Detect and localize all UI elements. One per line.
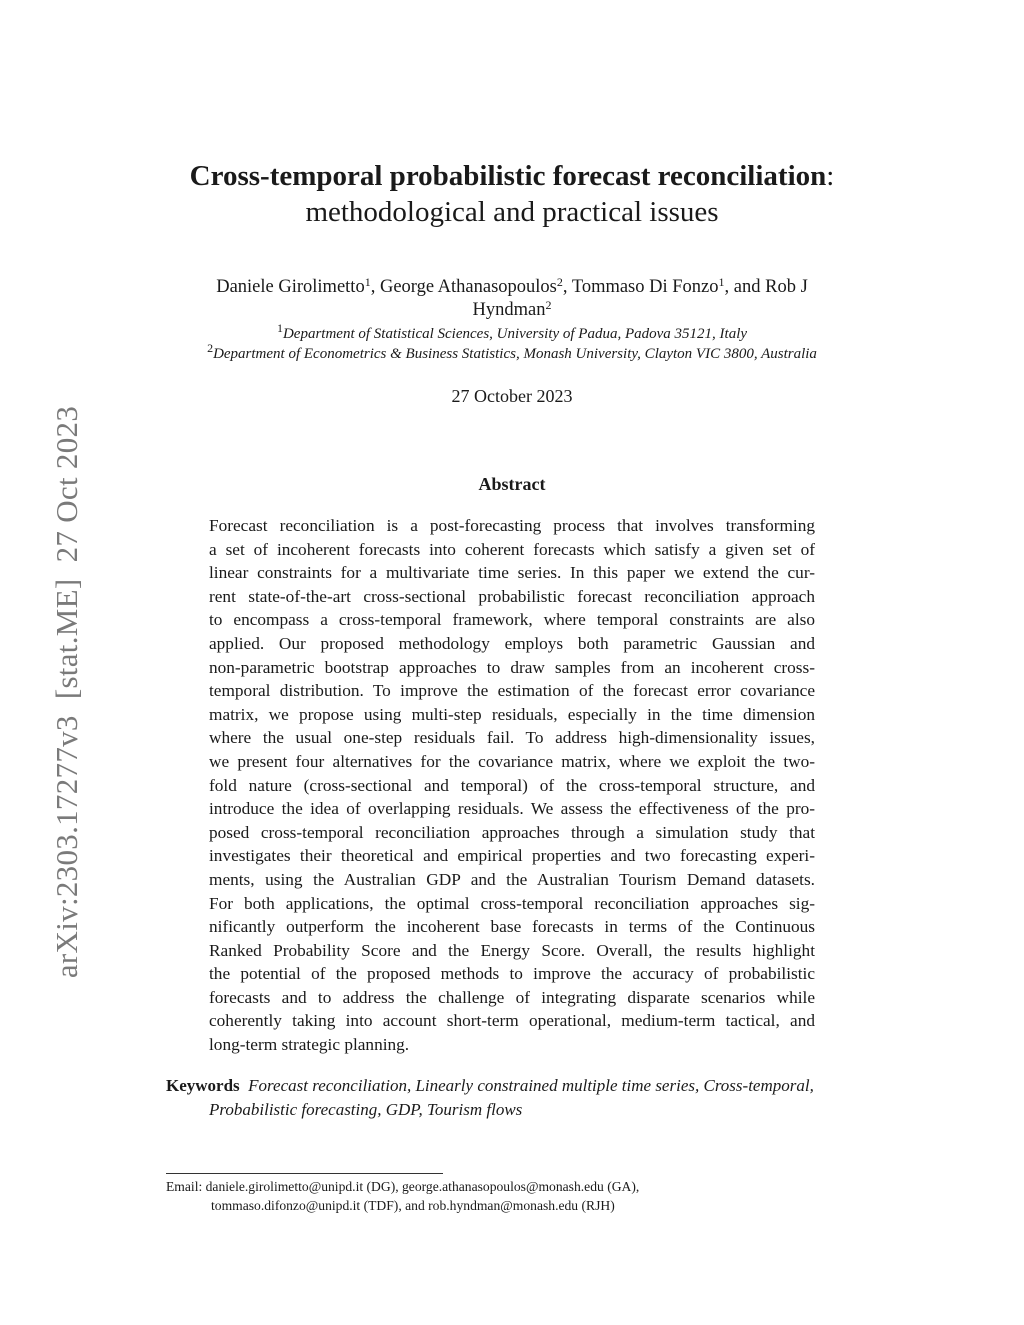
abstract-line: Ranked Probability Score and the Energy Score. Overall, the results highlight: [209, 940, 815, 960]
abstract-line: investigates their theoretical and empirical properties and two forecasting experi-: [209, 846, 815, 866]
email-footnote: [166, 1178, 866, 1215]
abstract-line: posed cross-temporal reconciliation approaches through a simulation study that: [209, 822, 815, 842]
title-subtitle: methodological and practical issues: [305, 196, 719, 228]
author-affiliation-mark: 1: [364, 275, 371, 289]
abstract-line: linear constraints for a multivariate time series. In this paper we extend the cur-: [209, 563, 815, 583]
footnote-line-1: Email: daniele.girolimetto@unipd.it (DG), george.athanasopoulos@monash.edu (GA),: [166, 1179, 640, 1194]
abstract-line: nificantly outperform the incoherent base forecasts in terms of the Continuous: [209, 917, 815, 937]
abstract-line: forecasts and to address the challenge of integrating disparate scenarios while: [209, 987, 815, 1007]
abstract-line: non-parametric bootstrap approaches to draw samples from an incoherent cross-: [209, 657, 815, 677]
abstract-heading: Abstract: [478, 474, 546, 494]
affiliation-text: Department of Statistical Sciences, University of Padua, Padova 35121, Italy: [282, 326, 748, 342]
abstract-line: long-term strategic planning.: [209, 1035, 410, 1055]
keywords-line-1: [166, 1074, 866, 1098]
abstract-line: the potential of the proposed methods to improve the accuracy of probabilistic: [209, 964, 815, 984]
author-line-2: [160, 299, 864, 322]
paper-title: [150, 158, 874, 230]
author-separator: ,: [370, 277, 380, 297]
keywords-section: [166, 1074, 866, 1121]
affiliation-text: Department of Econometrics & Business Statistics, Monash University, Clayton VIC 3800, Australia: [213, 346, 817, 362]
author-list: [160, 276, 864, 322]
author-separator: , and Rob J: [724, 277, 808, 297]
author-name: Hyndman: [472, 300, 546, 320]
author-name: Tommaso Di Fonzo: [571, 277, 719, 297]
abstract-line: temporal distribution. To improve the estimation of the forecast error covariance: [209, 681, 815, 701]
abstract-line: matrix, we propose using multi-step residuals, especially in the time dimension: [209, 704, 815, 724]
abstract-line: fold nature (cross-sectional and temporal) of the cross-temporal structure, and: [209, 775, 815, 795]
keywords-list: Forecast reconciliation, Linearly constrained multiple time series, Cross-temporal,: [248, 1076, 814, 1095]
affiliation-number: 2: [207, 341, 214, 355]
publication-date: 27 October 2023: [451, 386, 573, 406]
abstract-line: a set of incoherent forecasts into coherent forecasts which satisfy a given set of: [209, 539, 815, 559]
abstract-line: coherently taking into account short-term operational, medium-term tactical, and: [209, 1011, 815, 1031]
author-affiliation-mark: 2: [556, 275, 563, 289]
title-main-line: [150, 158, 874, 194]
title-colon: :: [826, 160, 835, 192]
author-name: Daniele Girolimetto: [216, 277, 365, 297]
abstract-line: we present four alternatives for the covariance matrix, where we exploit the two-: [209, 751, 815, 771]
keywords-label: Keywords: [166, 1076, 240, 1095]
title-bold: Cross-temporal probabilistic forecast reconciliation: [189, 160, 827, 192]
footnote-line-2: tommaso.difonzo@unipd.it (TDF), and rob.hyndman@monash.edu (RJH): [211, 1197, 615, 1213]
abstract-line: For both applications, the optimal cross-temporal reconciliation approaches sig-: [209, 893, 815, 913]
arxiv-identifier: arXiv:2303.17277v3 [stat.ME] 27 Oct 2023: [49, 405, 84, 979]
author-affiliation-mark: 2: [545, 298, 552, 312]
affiliation-1: [120, 321, 904, 344]
abstract-line: introduce the idea of overlapping residuals. We assess the effectiveness of the pro-: [209, 799, 815, 819]
abstract-line: Forecast reconciliation is a post-forecasting process that involves transforming: [209, 516, 815, 535]
keywords-list-continued: Probabilistic forecasting, GDP, Tourism flows: [209, 1099, 523, 1119]
abstract-line: applied. Our proposed methodology employs both parametric Gaussian and: [209, 633, 815, 653]
abstract-line: ments, using the Australian GDP and the Australian Tourism Demand datasets.: [209, 869, 815, 889]
abstract-line: to encompass a cross-temporal framework, where temporal constraints are also: [209, 610, 815, 630]
author-affiliation-mark: 1: [718, 275, 725, 289]
footnote-divider: [166, 1173, 443, 1174]
abstract-line: rent state-of-the-art cross-sectional probabilistic forecast reconciliation approach: [209, 586, 815, 606]
author-line-1: [160, 276, 864, 299]
author-name: George Athanasopoulos: [379, 277, 557, 297]
abstract-line: where the usual one-step residuals fail. To address high-dimensionality issues,: [209, 728, 815, 748]
affiliation-number: 1: [276, 321, 283, 335]
author-separator: ,: [562, 277, 572, 297]
abstract-body: [209, 514, 815, 1057]
keywords-line-2: [166, 1098, 866, 1122]
affiliation-2: [120, 341, 904, 364]
